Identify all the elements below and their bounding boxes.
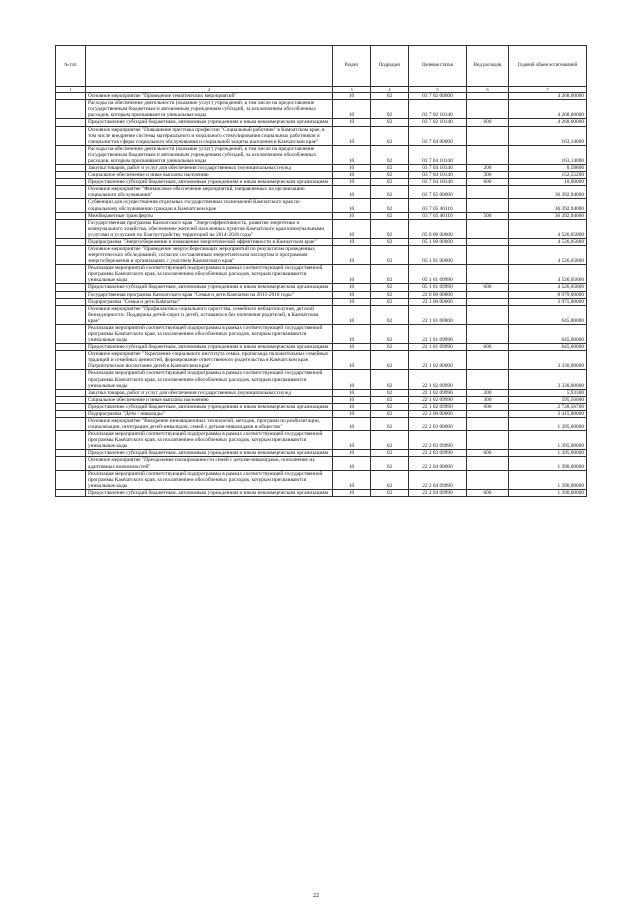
row-number-cell (56, 265, 86, 284)
table-row (56, 119, 587, 126)
row-amount-cell: 3 975,00000 (509, 298, 587, 305)
row-amount-cell: 1 390,00000 (509, 489, 587, 496)
row-number-cell (56, 431, 86, 450)
row-amount-cell: 4 526,05800 (509, 238, 587, 245)
row-number-cell (56, 351, 86, 370)
row-target-cell: 03 7 05 00000 (409, 186, 467, 199)
row-subsection-cell: 02 (371, 298, 409, 305)
row-target-cell: 22 1 01 09990 (409, 344, 467, 351)
row-number-cell (56, 291, 86, 298)
row-expense-type-cell (467, 245, 509, 264)
row-target-cell: 22 1 01 00000 (409, 305, 467, 324)
row-subsection-cell: 02 (371, 119, 409, 126)
row-expense-type-cell: 600 (467, 284, 509, 291)
header-expense-type: Вид расходов (467, 46, 509, 87)
table-header-row (56, 46, 587, 87)
row-name-cell: Предоставление субсидий бюджетным, автономным учреждениям и иным некоммерческим организациям (86, 450, 333, 457)
row-section-cell: 10 (333, 389, 371, 396)
row-section-cell: 10 (333, 100, 371, 119)
table-row (56, 370, 587, 389)
row-section-cell: 10 (333, 351, 371, 370)
row-section-cell: 10 (333, 344, 371, 351)
row-section-cell: 10 (333, 145, 371, 164)
row-name-cell: Социальное обеспечение и иные выплаты населению (86, 172, 333, 179)
table-row (56, 212, 587, 219)
row-section-cell: 10 (333, 418, 371, 431)
row-amount-cell: 645,00000 (509, 324, 587, 343)
row-expense-type-cell (467, 199, 509, 212)
row-target-cell: 05 1 01 09990 (409, 284, 467, 291)
row-amount-cell: 4 526,05800 (509, 219, 587, 238)
row-expense-type-cell (467, 265, 509, 284)
row-subsection-cell: 02 (371, 219, 409, 238)
row-amount-cell: 1 395,00000 (509, 431, 587, 450)
row-amount-cell: 2 728,56700 (509, 403, 587, 410)
row-name-cell: Государственная программа Камчатского края "Энергоэффективность, развитие энергетики и коммунального хозяйства, обеспечение жителей населенных пунктов Камчатского края коммунальными услугами и услугами по благоустройству территорий на 2014-2018 годы" (86, 219, 333, 238)
table-row (56, 238, 587, 245)
table-row (56, 431, 587, 450)
row-number-cell (56, 212, 86, 219)
row-name-cell: Основное мероприятие "Внедрение инновационных технологий, методик, программ по реабилитации, социализации, интеграции детей-инвалидов, семей с детьми-инвалидами в общество" (86, 418, 333, 431)
row-section-cell: 10 (333, 284, 371, 291)
row-number-cell (56, 126, 86, 145)
row-subsection-cell: 02 (371, 410, 409, 417)
row-subsection-cell: 02 (371, 199, 409, 212)
row-expense-type-cell: 600 (467, 489, 509, 496)
row-number-cell (56, 238, 86, 245)
row-section-cell: 10 (333, 396, 371, 403)
row-section-cell: 10 (333, 298, 371, 305)
row-expense-type-cell (467, 291, 509, 298)
row-expense-type-cell (467, 470, 509, 489)
row-name-cell: Основное мероприятие "Преодоление изолированности семей с детьми-инвалидами, пополнение их адаптивных возможностей" (86, 457, 333, 470)
row-target-cell: 22 2 03 00000 (409, 418, 467, 431)
row-amount-cell: 4 268,00000 (509, 119, 587, 126)
row-expense-type-cell (467, 145, 509, 164)
row-name-cell: Расходы на обеспечение деятельности (оказание услуг) учреждений, в том числе на предоставление государственным бюджетным и автономным учреждениям субсидий, за исключением обособленных расходов, которым присваиваются уникальные коды (86, 100, 333, 119)
row-expense-type-cell (467, 298, 509, 305)
row-expense-type-cell: 200 (467, 389, 509, 396)
table-row (56, 450, 587, 457)
row-number-cell (56, 370, 86, 389)
row-section-cell: 10 (333, 470, 371, 489)
row-subsection-cell: 02 (371, 351, 409, 370)
row-name-cell: Государственная программа Камчатского края "Семья и дети Камчатки на 2015-2018 годы" (86, 291, 333, 298)
row-number-cell (56, 389, 86, 396)
row-target-cell: 22 2 03 09990 (409, 450, 467, 457)
row-amount-cell: 595,50000 (509, 396, 587, 403)
row-expense-type-cell: 600 (467, 344, 509, 351)
table-row (56, 265, 587, 284)
row-name-cell: Расходы на обеспечение деятельности (оказание услуг) учреждений, в том числе на предоставление государственным бюджетным и автономным учреждениям субсидий, за исключением обособленных расходов, которым присваиваются уникальные коды (86, 145, 333, 164)
table-row (56, 186, 587, 199)
column-number: 6 (467, 87, 509, 93)
row-section-cell: 10 (333, 219, 371, 238)
row-target-cell: 22 1 02 09990 (409, 396, 467, 403)
row-subsection-cell: 02 (371, 389, 409, 396)
row-target-cell: 22 1 02 00000 (409, 351, 467, 370)
row-target-cell: 05 1 00 00000 (409, 238, 467, 245)
row-amount-cell: 4 526,05800 (509, 265, 587, 284)
row-name-cell: Реализация мероприятий соответствующей подпрограммы в рамках соответствующей государственной программы Камчатского края, за исключением обособленных расходов, которым присваиваются уникальные коды (86, 431, 333, 450)
header-section: Раздел (333, 46, 371, 87)
column-number: 7 (509, 87, 587, 93)
row-subsection-cell: 02 (371, 100, 409, 119)
row-subsection-cell: 02 (371, 238, 409, 245)
table-row (56, 145, 587, 164)
table-row (56, 489, 587, 496)
row-subsection-cell: 02 (371, 172, 409, 179)
row-subsection-cell: 02 (371, 93, 409, 100)
row-number-cell (56, 172, 86, 179)
row-section-cell: 10 (333, 370, 371, 389)
row-target-cell: 03 7 05 40110 (409, 199, 467, 212)
row-name-cell: Межбюджетные трансферты (86, 212, 333, 219)
table-body (56, 93, 587, 497)
row-name-cell: Основное мероприятие "Проведение энергосберегающих мероприятий по результатам проведенных энергетических обследований, согласно составленным энергетическим паспортам и программам энергосбережения в организациях с участием Камчатского края" (86, 245, 333, 264)
row-name-cell: Основное мероприятие "Профилактика социального сиротства, семейного неблагополучия, детской безнадзорности. Поддержка детей-сирот и детей, оставшихся без попечения родителей, в Камчатском крае" (86, 305, 333, 324)
row-section-cell: 10 (333, 119, 371, 126)
row-name-cell: Предоставление субсидий бюджетным, автономным учреждениям и иным некоммерческим организациям (86, 344, 333, 351)
row-expense-type-cell (467, 100, 509, 119)
row-target-cell: 03 7 02 10140 (409, 100, 467, 119)
row-expense-type-cell (467, 418, 509, 431)
table-row (56, 245, 587, 264)
row-subsection-cell: 02 (371, 489, 409, 496)
row-amount-cell: 1 395,00000 (509, 418, 587, 431)
table-row (56, 298, 587, 305)
column-number: 5 (409, 87, 467, 93)
row-name-cell: Основное мероприятие "Укрепление социального института семьи, пропаганда положительных семейных традиций и семейных ценностей, формирование ответственного родительства в Камчатском крае. Патриотическое воспитание детей в Камчатском крае" (86, 351, 333, 370)
row-subsection-cell: 02 (371, 457, 409, 470)
row-amount-cell: 163,14000 (509, 126, 587, 145)
row-amount-cell: 0,58800 (509, 165, 587, 172)
row-name-cell: Предоставление субсидий бюджетным, автономным учреждениям и иным некоммерческим организациям (86, 119, 333, 126)
row-target-cell: 03 7 04 10140 (409, 165, 467, 172)
row-target-cell: 03 7 04 10140 (409, 179, 467, 186)
row-name-cell: Подпрограмма "Дети - инвалиды" (86, 410, 333, 417)
row-number-cell (56, 450, 86, 457)
row-subsection-cell: 02 (371, 470, 409, 489)
budget-table (55, 45, 587, 497)
row-target-cell: 03 7 04 10140 (409, 172, 467, 179)
header-target-article: Целевая статья (409, 46, 467, 87)
row-subsection-cell: 02 (371, 145, 409, 164)
row-expense-type-cell: 600 (467, 403, 509, 410)
row-amount-cell: 8 979,00000 (509, 291, 587, 298)
row-expense-type-cell: 600 (467, 179, 509, 186)
row-number-cell (56, 305, 86, 324)
row-amount-cell: 645,00000 (509, 305, 587, 324)
table-row (56, 126, 587, 145)
row-name-cell: Основное мероприятие "Финансовое обеспечение мероприятий, направленных на организацию социального обслуживания" (86, 186, 333, 199)
row-subsection-cell: 02 (371, 305, 409, 324)
row-amount-cell: 36 392,94000 (509, 212, 587, 219)
row-target-cell: 22 0 00 00000 (409, 291, 467, 298)
row-number-cell (56, 489, 86, 496)
row-number-cell (56, 457, 86, 470)
row-amount-cell: 36 392,94000 (509, 199, 587, 212)
row-subsection-cell: 02 (371, 431, 409, 450)
row-subsection-cell: 02 (371, 370, 409, 389)
row-number-cell (56, 145, 86, 164)
row-target-cell: 03 7 02 00000 (409, 93, 467, 100)
row-expense-type-cell: 300 (467, 172, 509, 179)
column-number: 2 (86, 87, 333, 93)
row-target-cell: 22 2 00 00000 (409, 410, 467, 417)
table-row (56, 389, 587, 396)
table-row (56, 284, 587, 291)
table-row (56, 324, 587, 343)
row-name-cell: Подпрограмма "Семья и дети Камчатки" (86, 298, 333, 305)
row-number-cell (56, 410, 86, 417)
row-section-cell: 10 (333, 179, 371, 186)
row-name-cell: Предоставление субсидий бюджетным, автономным учреждениям и иным некоммерческим организациям (86, 179, 333, 186)
table-row (56, 172, 587, 179)
row-target-cell: 05 1 01 00000 (409, 245, 467, 264)
row-subsection-cell: 02 (371, 344, 409, 351)
row-section-cell: 10 (333, 245, 371, 264)
row-name-cell: Субвенции для осуществления отдельных государственных полномочий Камчатского края по социальному обслуживанию граждан в Камчатском крае (86, 199, 333, 212)
header-row-number: № п/п (56, 46, 86, 87)
row-amount-cell: 163,14000 (509, 145, 587, 164)
row-target-cell: 03 7 05 40110 (409, 212, 467, 219)
row-section-cell: 10 (333, 238, 371, 245)
row-expense-type-cell: 200 (467, 165, 509, 172)
row-name-cell: Реализация мероприятий соответствующей подпрограммы в рамках соответствующей государственной программы Камчатского края, за исключением обособленных расходов, которым присваиваются уникальные коды (86, 370, 333, 389)
table-row (56, 470, 587, 489)
row-subsection-cell: 02 (371, 245, 409, 264)
row-section-cell: 10 (333, 450, 371, 457)
row-amount-cell: 152,55200 (509, 172, 587, 179)
row-subsection-cell: 02 (371, 212, 409, 219)
row-number-cell (56, 396, 86, 403)
column-number: 3 (333, 87, 371, 93)
row-section-cell: 10 (333, 403, 371, 410)
row-amount-cell: 3 330,00000 (509, 370, 587, 389)
row-number-cell (56, 344, 86, 351)
row-target-cell: 22 1 01 09990 (409, 324, 467, 343)
table-row (56, 403, 587, 410)
row-subsection-cell: 02 (371, 165, 409, 172)
row-name-cell: Подпрограмма "Энергосбережение и повышение энергетической эффективности в Камчатском крае" (86, 238, 333, 245)
row-amount-cell: 4 526,05800 (509, 245, 587, 264)
row-number-cell (56, 245, 86, 264)
row-number-cell (56, 403, 86, 410)
row-target-cell: 22 2 04 09990 (409, 470, 467, 489)
row-name-cell: Предоставление субсидий бюджетным, автономным учреждениям и иным некоммерческим организациям (86, 403, 333, 410)
row-expense-type-cell (467, 431, 509, 450)
row-number-cell (56, 298, 86, 305)
row-section-cell: 10 (333, 186, 371, 199)
row-amount-cell: 5,93300 (509, 389, 587, 396)
row-target-cell: 22 2 04 00000 (409, 457, 467, 470)
table-row (56, 93, 587, 100)
row-name-cell: Основное мероприятие "Проведение тематических мероприятий" (86, 93, 333, 100)
table-row (56, 410, 587, 417)
row-target-cell: 05 0 00 00000 (409, 219, 467, 238)
row-section-cell: 10 (333, 212, 371, 219)
table-row (56, 351, 587, 370)
row-expense-type-cell (467, 457, 509, 470)
row-subsection-cell: 02 (371, 126, 409, 145)
row-number-cell (56, 470, 86, 489)
row-section-cell: 10 (333, 126, 371, 145)
row-amount-cell: 10,00000 (509, 179, 587, 186)
row-target-cell: 03 7 04 10140 (409, 145, 467, 164)
row-subsection-cell: 02 (371, 265, 409, 284)
row-number-cell (56, 284, 86, 291)
row-subsection-cell: 02 (371, 396, 409, 403)
row-amount-cell: 1 395,00000 (509, 450, 587, 457)
row-number-cell (56, 100, 86, 119)
row-subsection-cell: 02 (371, 418, 409, 431)
row-number-cell (56, 93, 86, 100)
row-expense-type-cell: 600 (467, 119, 509, 126)
row-subsection-cell: 02 (371, 403, 409, 410)
row-section-cell: 10 (333, 93, 371, 100)
row-number-cell (56, 418, 86, 431)
row-name-cell: Предоставление субсидий бюджетным, автономным учреждениям и иным некоммерческим организациям (86, 284, 333, 291)
row-expense-type-cell (467, 238, 509, 245)
row-section-cell: 10 (333, 489, 371, 496)
row-section-cell: 10 (333, 324, 371, 343)
header-subsection: Подраздел (371, 46, 409, 87)
table-row (56, 219, 587, 238)
row-number-cell (56, 324, 86, 343)
row-expense-type-cell (467, 126, 509, 145)
row-name-cell: Основное мероприятие "Повышение престижа профессии "Социальный работник" в Камчатском крае, в том числе внедрение системы материального и морального стимулирования социальных работников и специалистов сферы социального обслуживания и социальной защиты населения в Камчатском крае" (86, 126, 333, 145)
row-subsection-cell: 02 (371, 291, 409, 298)
row-subsection-cell: 02 (371, 179, 409, 186)
row-section-cell: 10 (333, 457, 371, 470)
row-target-cell: 22 2 04 09990 (409, 489, 467, 496)
table-row (56, 418, 587, 431)
row-amount-cell: 3 415,00000 (509, 410, 587, 417)
row-amount-cell: 4 526,05800 (509, 284, 587, 291)
row-target-cell: 22 1 00 00000 (409, 298, 467, 305)
row-number-cell (56, 179, 86, 186)
row-amount-cell: 1 390,00000 (509, 470, 587, 489)
table-row (56, 179, 587, 186)
row-number-cell (56, 186, 86, 199)
row-name-cell: Закупка товаров, работ и услуг для обеспечения государственных (муниципальных) нужд (86, 389, 333, 396)
row-subsection-cell: 02 (371, 324, 409, 343)
row-section-cell: 10 (333, 305, 371, 324)
row-amount-cell: 3 330,00000 (509, 351, 587, 370)
row-name-cell: Социальное обеспечение и иные выплаты населению (86, 396, 333, 403)
row-name-cell: Реализация мероприятий соответствующей подпрограммы в рамках соответствующей государственной программы Камчатского края, за исключением обособленных расходов, которым присваиваются уникальные коды (86, 324, 333, 343)
table-row (56, 165, 587, 172)
page-number: 22 (313, 893, 319, 899)
row-expense-type-cell (467, 93, 509, 100)
row-name-cell: Закупка товаров, работ и услуг для обеспечения государственных (муниципальных) нужд (86, 165, 333, 172)
column-number: 4 (371, 87, 409, 93)
row-target-cell: 22 1 02 09990 (409, 403, 467, 410)
row-target-cell: 22 1 02 09990 (409, 370, 467, 389)
row-amount-cell: 645,00000 (509, 344, 587, 351)
row-section-cell: 10 (333, 165, 371, 172)
row-section-cell: 10 (333, 265, 371, 284)
table-row (56, 100, 587, 119)
row-subsection-cell: 02 (371, 186, 409, 199)
row-name-cell: Реализация мероприятий соответствующей подпрограммы в рамках соответствующей государственной программы Камчатского края, за исключением обособленных расходов, которым присваиваются уникальные коды (86, 265, 333, 284)
row-number-cell (56, 199, 86, 212)
column-number: 1 (56, 87, 86, 93)
row-section-cell: 10 (333, 410, 371, 417)
row-name-cell: Предоставление субсидий бюджетным, автономным учреждениям и иным некоммерческим организациям (86, 489, 333, 496)
table-row (56, 457, 587, 470)
row-name-cell: Реализация мероприятий соответствующей подпрограммы в рамках соответствующей государственной программы Камчатского края, за исключением обособленных расходов, которым присваиваются уникальные коды (86, 470, 333, 489)
row-expense-type-cell (467, 351, 509, 370)
row-expense-type-cell (467, 370, 509, 389)
row-amount-cell: 1 390,00000 (509, 457, 587, 470)
row-expense-type-cell (467, 219, 509, 238)
row-target-cell: 03 7 04 00000 (409, 126, 467, 145)
row-number-cell (56, 165, 86, 172)
row-amount-cell: 4 268,00000 (509, 100, 587, 119)
row-subsection-cell: 02 (371, 284, 409, 291)
row-expense-type-cell: 300 (467, 396, 509, 403)
header-annual-amount: Годовой объем ассигнований (509, 46, 587, 87)
row-expense-type-cell (467, 186, 509, 199)
row-section-cell: 10 (333, 431, 371, 450)
row-expense-type-cell (467, 324, 509, 343)
table-row (56, 344, 587, 351)
table-row (56, 199, 587, 212)
row-number-cell (56, 119, 86, 126)
row-amount-cell: 4 268,00000 (509, 93, 587, 100)
row-expense-type-cell (467, 305, 509, 324)
table-row (56, 396, 587, 403)
row-amount-cell: 36 392,94000 (509, 186, 587, 199)
row-section-cell: 10 (333, 199, 371, 212)
row-subsection-cell: 02 (371, 450, 409, 457)
row-number-cell (56, 219, 86, 238)
table-row (56, 305, 587, 324)
row-target-cell: 22 1 02 09990 (409, 389, 467, 396)
row-section-cell: 10 (333, 172, 371, 179)
row-expense-type-cell: 500 (467, 212, 509, 219)
row-target-cell: 22 2 03 09990 (409, 431, 467, 450)
row-expense-type-cell (467, 410, 509, 417)
row-target-cell: 03 7 02 10140 (409, 119, 467, 126)
row-expense-type-cell: 600 (467, 450, 509, 457)
header-name (86, 46, 333, 87)
row-section-cell: 10 (333, 291, 371, 298)
table-row (56, 291, 587, 298)
row-target-cell: 05 1 01 09990 (409, 265, 467, 284)
